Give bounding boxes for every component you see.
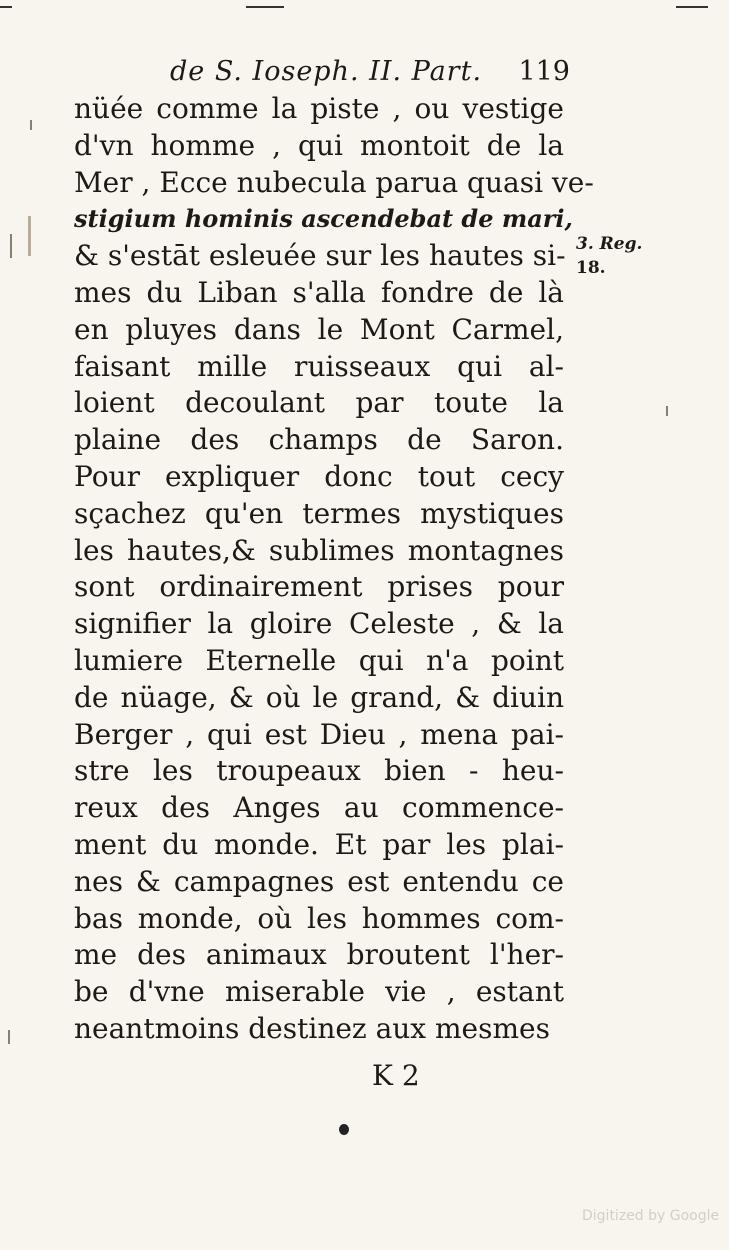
text-line: stigium hominis ascendebat de mari, xyxy=(74,204,573,234)
text-line: plaine des champs de Saron. xyxy=(74,423,564,457)
text-line: de nüage, & où le grand, & diuin xyxy=(74,680,564,714)
top-edge-mark xyxy=(246,6,284,8)
margin-speck xyxy=(8,1030,10,1044)
text-line: & s'estāt esleuée sur les hautes si- xyxy=(74,239,566,273)
text-line: les hautes,& sublimes montagnes xyxy=(74,533,564,567)
watermark: Digitized by Google xyxy=(582,1208,720,1224)
text-line: stre les troupeaux bien - heu- xyxy=(74,754,564,788)
text-line: d'vn homme , qui montoit de la xyxy=(74,128,564,162)
text-line: nes & campagnes est entendu ce xyxy=(74,864,564,898)
text-line: nüée comme la piste , ou vestige xyxy=(74,92,564,125)
text-line: mes du Liban s'alla fondre de là xyxy=(74,275,564,309)
margin-speck xyxy=(28,216,31,256)
margin-note-reference: 3. Reg. xyxy=(576,234,643,254)
margin-note-chapter: 18. xyxy=(576,258,606,278)
margin-speck xyxy=(10,234,12,258)
text-line: signifier la gloire Celeste , & la xyxy=(74,607,564,641)
text-line: neantmoins destinez aux mesmes xyxy=(74,1011,550,1045)
signature-mark: K 2 xyxy=(372,1059,420,1092)
text-line: reux des Anges au commence- xyxy=(74,791,564,825)
text-line: faisant mille ruisseaux qui al- xyxy=(74,349,564,383)
text-line: sont ordinairement prises pour xyxy=(74,570,564,604)
text-line: lumiere Eternelle qui n'a point xyxy=(74,643,564,677)
margin-note xyxy=(576,232,656,280)
top-edge-mark xyxy=(676,6,708,8)
text-line: ment du monde. Et par les plai- xyxy=(74,827,564,861)
text-line: Mer , Ecce nubecula parua quasi ve- xyxy=(74,165,594,199)
ink-blot xyxy=(339,1124,349,1135)
text-line: sçachez qu'en termes mystiques xyxy=(74,496,564,530)
text-line: bas monde, où les hommes com- xyxy=(74,901,564,935)
margin-speck xyxy=(30,120,32,130)
running-header xyxy=(170,52,570,92)
running-title: de S. Ioseph. II. Part. xyxy=(170,56,483,87)
text-line: Berger , qui est Dieu , mena pai- xyxy=(74,717,564,751)
margin-speck xyxy=(666,406,668,416)
top-edge-mark xyxy=(0,6,12,8)
text-line: loient decoulant par toute la xyxy=(74,386,564,420)
text-line: me des animaux broutent l'her- xyxy=(74,938,564,972)
text-line: Pour expliquer donc tout cecy xyxy=(74,459,564,493)
page-number: 119 xyxy=(518,56,570,87)
text-line: en pluyes dans le Mont Carmel, xyxy=(74,312,564,346)
text-line: be d'vne miserable vie , estant xyxy=(74,975,564,1009)
